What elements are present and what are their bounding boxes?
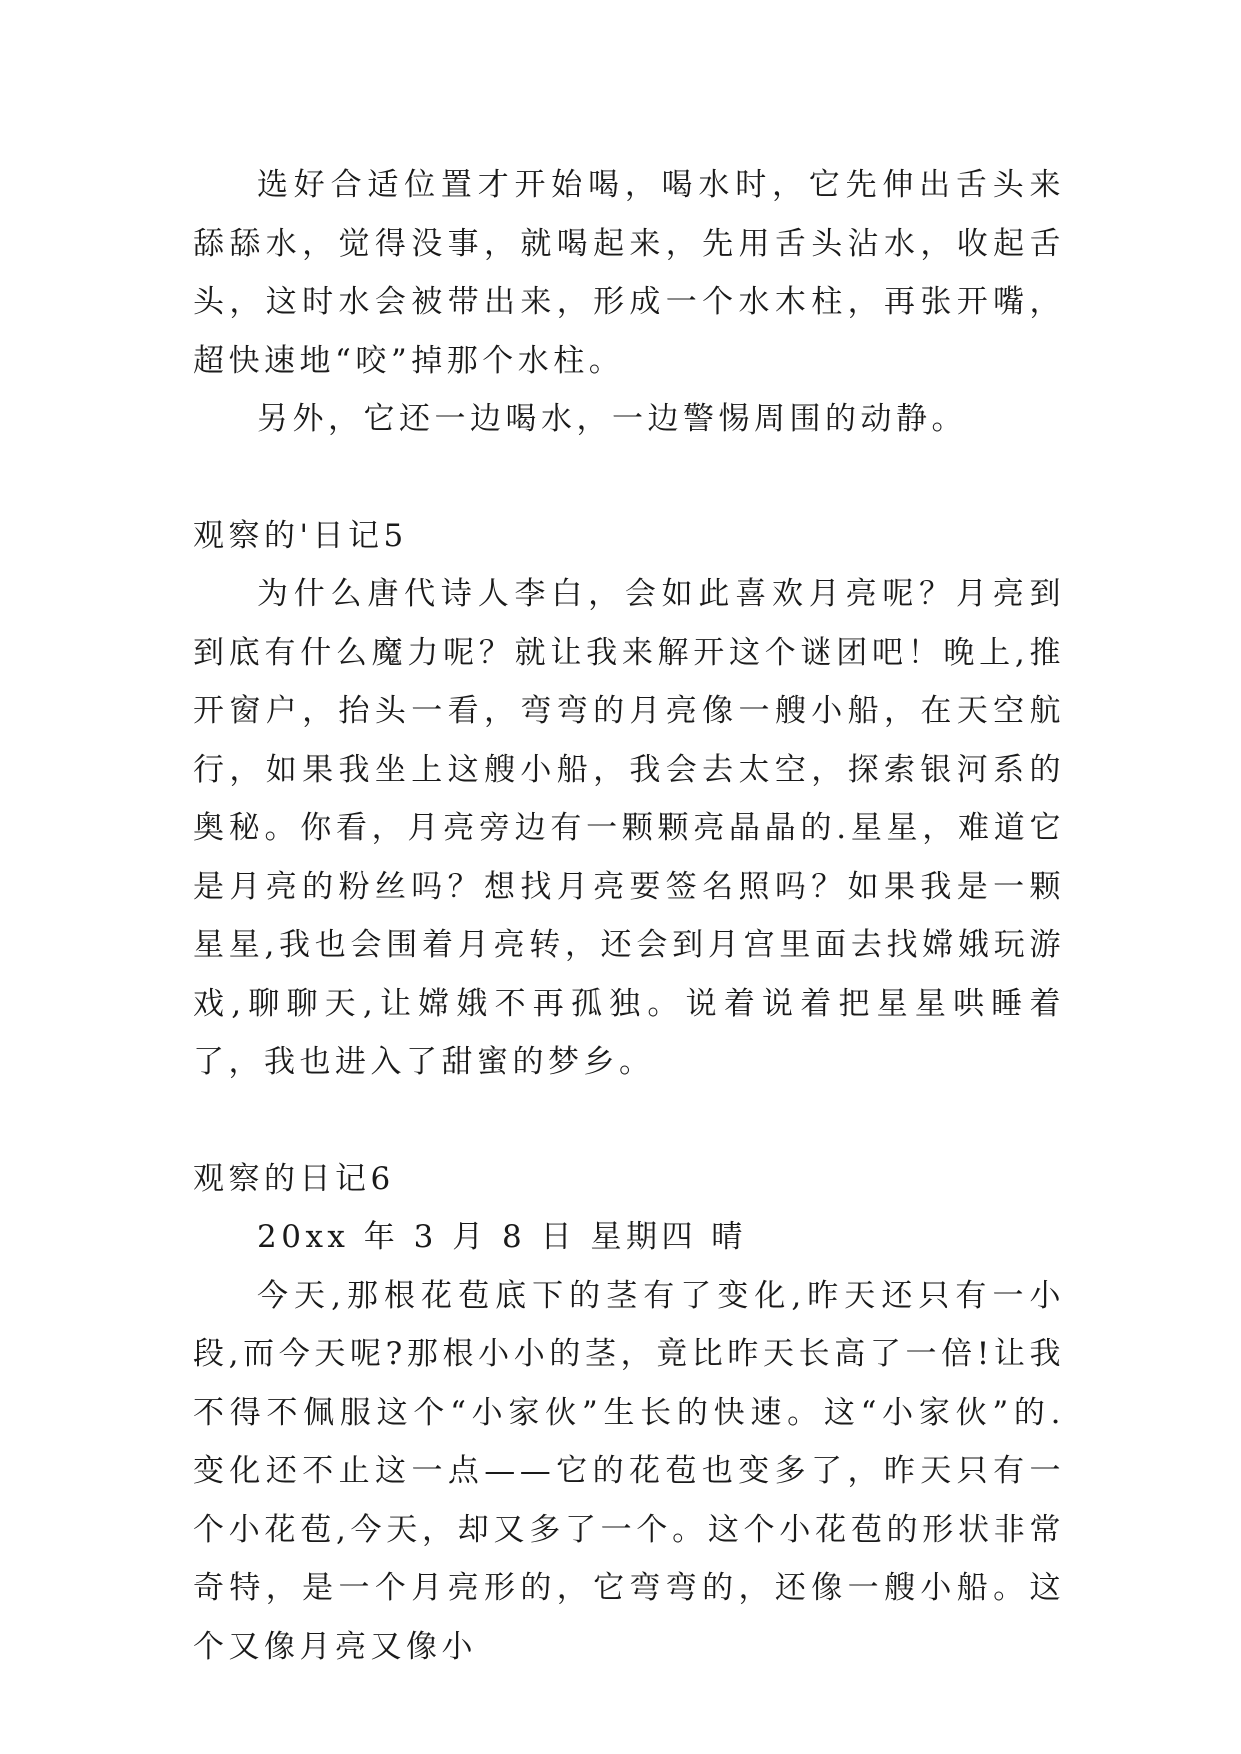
section-title: 观察的日记6 <box>193 1160 395 1197</box>
section-gap <box>193 449 1065 507</box>
section-gap <box>193 1092 1065 1150</box>
paragraph: 另外，它还一边喝水，一边警惕周围的动静。 <box>257 401 967 437</box>
paragraph: 今天,那根花苞底下的茎有了变化,昨天还只有一小段,而今天呢?那根小小的茎，竟比昨天长高了一倍!让我不得不佩服这个“小家伙”生长的快速。这“小家伙”的.变化还不止这一点——它的花苞也变多了，昨天只有一个小花苞,今天，却又多了一个。这个小花苞的形状非常奇特，是一个月亮形的，它弯弯的，还像一艘小船。这个又像月亮又像小 <box>193 1277 1065 1665</box>
paragraph: 选好合适位置才开始喝，喝水时，它先伸出舌头来舔舔水，觉得没事，就喝起来，先用舌头沾水，收起舌头，这时水会被带出来，形成一个水木柱，再张开嘴，超快速地“咬”掉那个水柱。 <box>193 167 1065 379</box>
document-body <box>193 156 1065 1676</box>
section-title: 观察的'日记5 <box>193 517 408 554</box>
date-line: 20xx 年 3 月 8 日 星期四 晴 <box>257 1219 747 1255</box>
paragraph: 为什么唐代诗人李白，会如此喜欢月亮呢？月亮到到底有什么魔力呢？就让我来解开这个谜团吧！晚上,推开窗户，抬头一看，弯弯的月亮像一艘小船，在天空航行，如果我坐上这艘小船，我会去太空，探索银河系的奥秘。你看，月亮旁边有一颗颗亮晶晶的.星星，难道它是月亮的粉丝吗？想找月亮要签名照吗？如果我是一颗星星,我也会围着月亮转，还会到月宫里面去找嫦娥玩游戏,聊聊天,让嫦娥不再孤独。说着说着把星星哄睡着了，我也进入了甜蜜的梦乡。 <box>193 576 1065 1080</box>
